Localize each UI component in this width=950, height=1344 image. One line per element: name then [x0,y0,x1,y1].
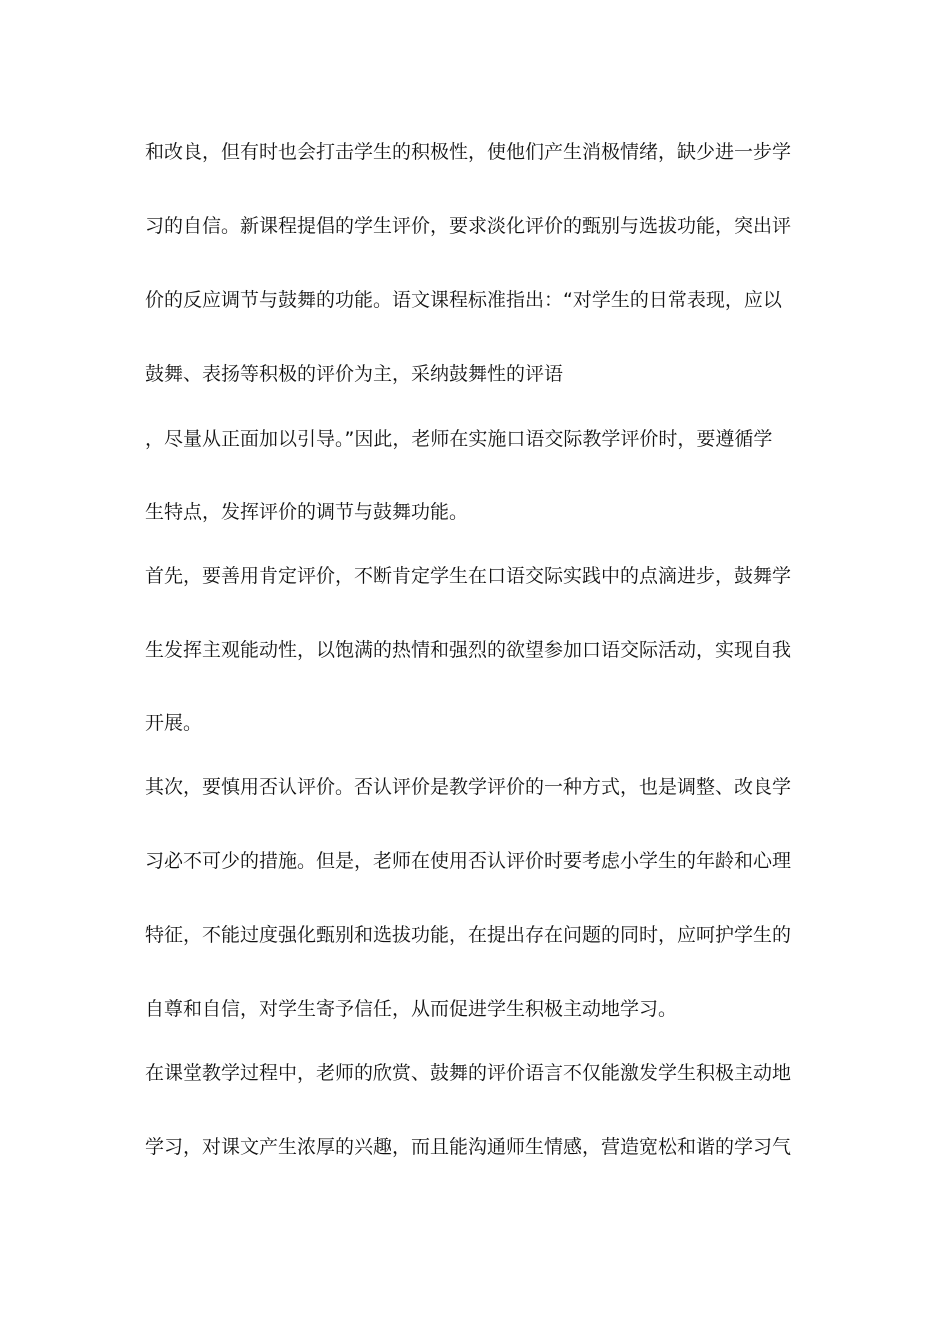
text-line: 鼓舞、表扬等积极的评价为主，采纳鼓舞性的评语 [145,363,564,385]
text-line: 首先，要善用肯定评价，不断肯定学生在口语交际实践中的点滴进步，鼓舞学 [145,565,792,587]
text-line: 生发挥主观能动性，以饱满的热情和强烈的欲望参加口语交际活动，实现自我 [145,639,792,661]
text-line: 其次，要慎用否认评价。否认评价是教学评价的一种方式，也是调整、改良学 [145,776,792,798]
text-line: 特征，不能过度强化甄别和选拔功能，在提出存在问题的同时，应呵护学生的 [145,924,792,946]
text-line: 和改良，但有时也会打击学生的积极性，使他们产生消极情绪，缺少进一步学 [145,141,792,163]
text-line: 开展。 [145,712,203,734]
text-line: 学习，对课文产生浓厚的兴趣，而且能沟通师生情感，营造宽松和谐的学习气 [145,1136,792,1158]
text-line: 生特点，发挥评价的调节与鼓舞功能。 [145,501,469,523]
text-line: ，尽量从正面加以引导。”因此，老师在实施口语交际教学评价时，要遵循学 [145,428,773,450]
text-line: 习必不可少的措施。但是，老师在使用否认评价时要考虑小学生的年龄和心理 [145,850,792,872]
text-line: 自尊和自信，对学生寄予信任，从而促进学生积极主动地学习。 [145,998,678,1020]
text-line: 价的反应调节与鼓舞的功能。语文课程标准指出：“对学生的日常表现，应以 [145,289,782,311]
text-line: 习的自信。新课程提倡的学生评价，要求淡化评价的甄别与选拔功能，突出评 [145,215,792,237]
text-line: 在课堂教学过程中，老师的欣赏、鼓舞的评价语言不仅能激发学生积极主动地 [145,1062,792,1084]
